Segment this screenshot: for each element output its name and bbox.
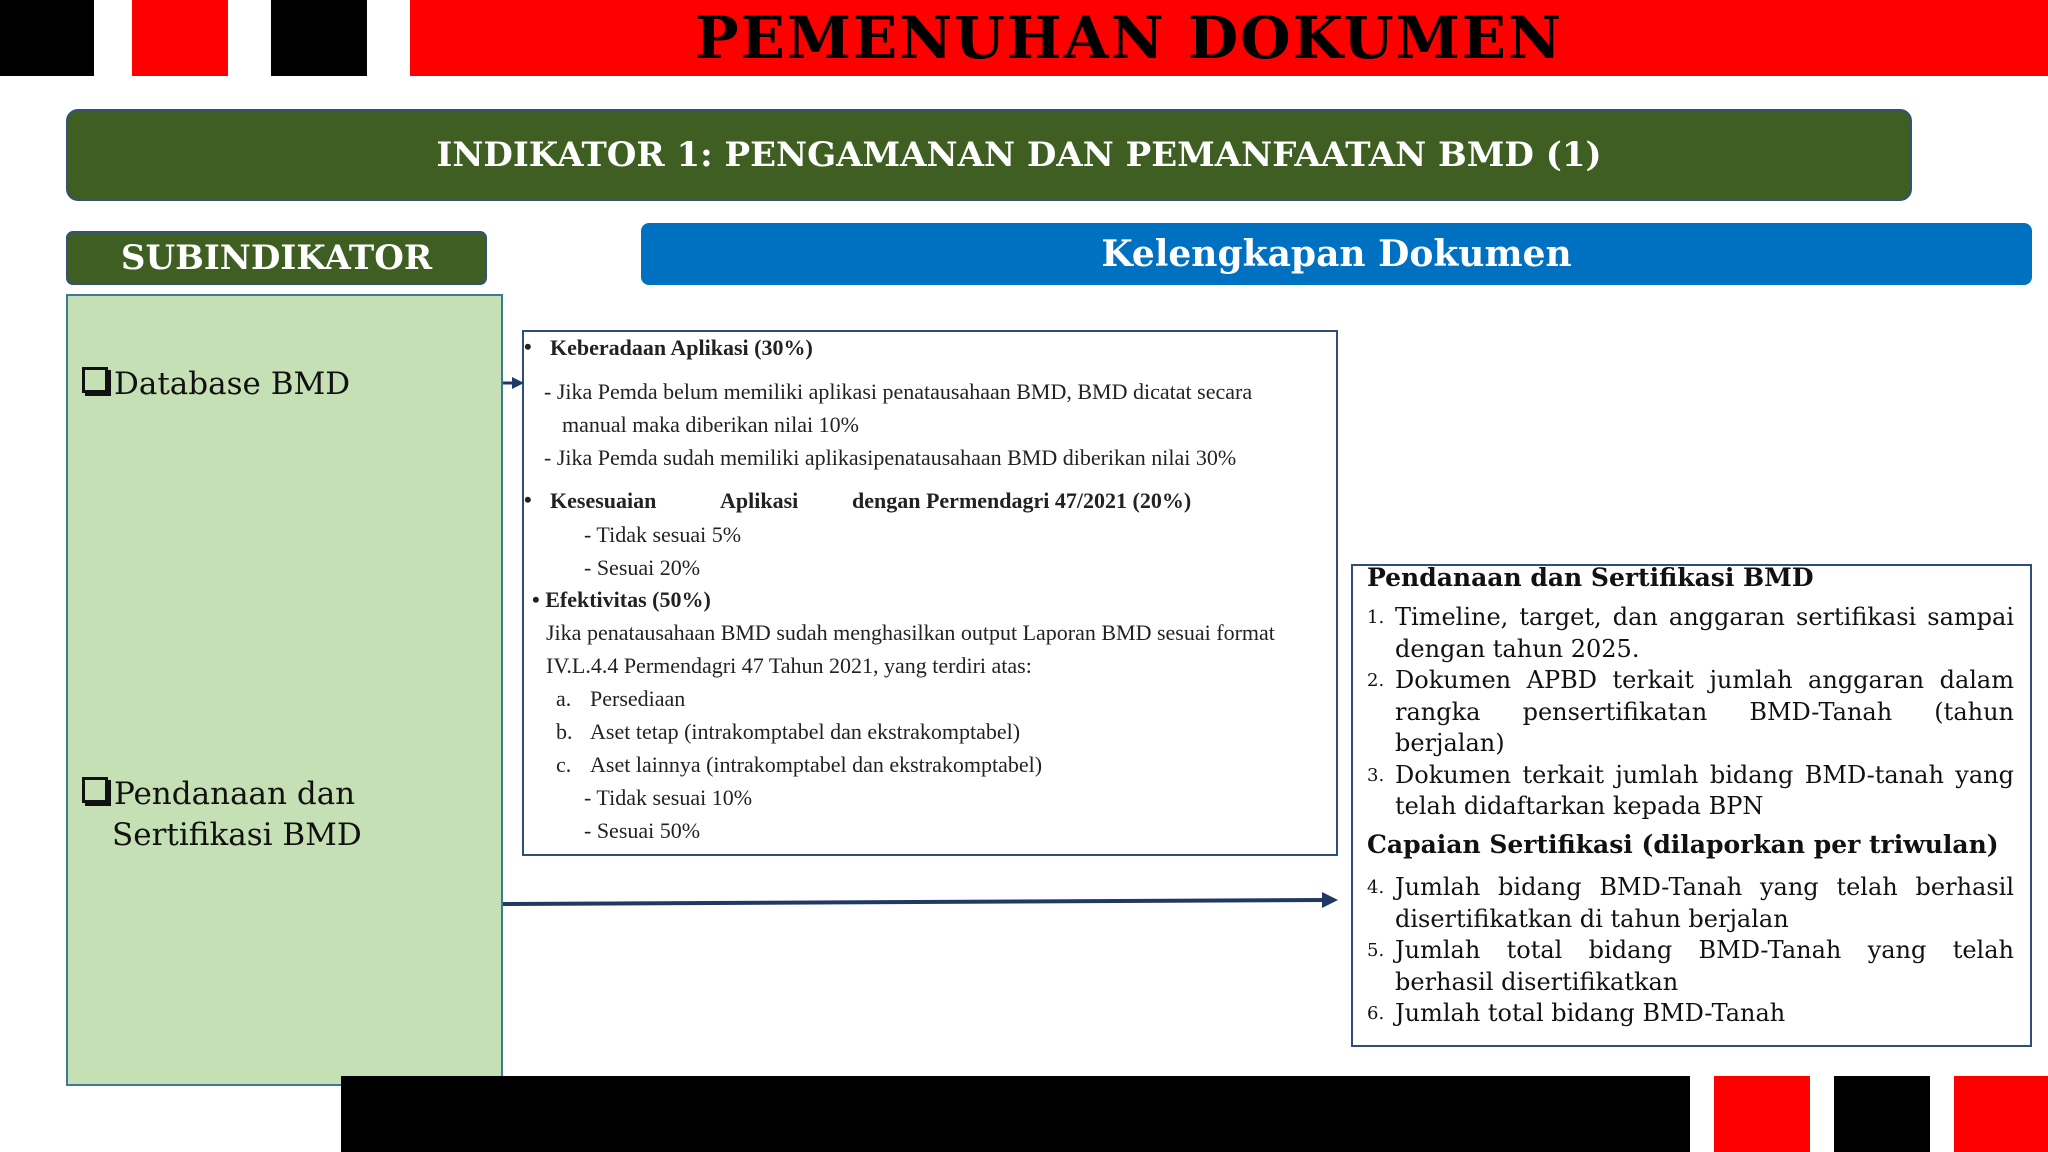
criteria-kesesuaian-t3: dengan Permendagri 47/2021 (20%) bbox=[852, 488, 1192, 513]
criteria-item-marker: b. bbox=[556, 719, 573, 744]
criteria-item-aset-tetap: Aset tetap (intrakomptabel dan ekstrakomptabel) bbox=[590, 719, 1021, 744]
list-item-number: 3. bbox=[1367, 764, 1385, 786]
criteria-kesesuaian-t1: Kesesuaian bbox=[550, 488, 657, 513]
list-item-number: 6. bbox=[1367, 1003, 1385, 1024]
sub-item-database-label: Database BMD bbox=[114, 366, 351, 402]
list-item-number: 5. bbox=[1367, 940, 1385, 961]
criteria-keberadaan-line2: manual maka diberikan nilai 10% bbox=[562, 412, 859, 437]
bullet-icon: • bbox=[524, 334, 532, 359]
criteria-efektivitas-p1: Jika penatausahaan BMD sudah menghasilkan output Laporan BMD sesuai format bbox=[546, 620, 1275, 645]
page-title: PEMENUHAN DOKUMEN bbox=[694, 4, 1563, 72]
list-item-text: Jumlah bidang BMD-Tanah yang telah berhasil disertifikatkan di tahun berjalan bbox=[1395, 873, 2014, 933]
arrow-pendanaan bbox=[503, 892, 1338, 908]
criteria-item-marker: a. bbox=[556, 686, 572, 711]
criteria-efektivitas-opt2: - Sesuai 50% bbox=[584, 818, 701, 843]
criteria-kesesuaian-opt1: - Tidak sesuai 5% bbox=[584, 522, 742, 547]
list-item-text: Dokumen APBD terkait jumlah anggaran dalam rangka pensertifikatan BMD-Tanah (tahun berjalan) bbox=[1395, 666, 2014, 757]
criteria-item-aset-lainnya: Aset lainnya (intrakomptabel dan ekstrakomptabel) bbox=[590, 752, 1043, 777]
criteria-item-persediaan: Persediaan bbox=[590, 686, 686, 711]
list-item-number: 2. bbox=[1367, 670, 1385, 691]
list-item-text: Dokumen terkait jumlah bidang BMD-tanah yang telah didaftarkan kepada BPN bbox=[1395, 760, 2014, 820]
decor-block-red-3 bbox=[1954, 1076, 2048, 1152]
decor-block-black-3 bbox=[1834, 1076, 1930, 1152]
criteria-keberadaan-line1: - Jika Pemda belum memiliki aplikasi penatausahaan BMD, BMD dicatat secara bbox=[544, 379, 1253, 404]
sub-item-pendanaan-line2: Sertifikasi BMD bbox=[112, 817, 362, 853]
list-item-text: Jumlah total bidang BMD-Tanah yang telah berhasil disertifikatkan bbox=[1395, 936, 2014, 996]
criteria-efektivitas-p2: IV.L.4.4 Permendagri 47 Tahun 2021, yang terdiri atas: bbox=[546, 653, 1032, 678]
kelengkapan-label: Kelengkapan Dokumen bbox=[1101, 233, 1572, 275]
criteria-efektivitas-title: • Efektivitas (50%) bbox=[532, 587, 711, 612]
list-item-text: Timeline, target, dan anggaran sertifikasi sampai dengan tahun 2025. bbox=[1395, 603, 2014, 663]
bullet-icon: • bbox=[524, 487, 532, 512]
list-item-text: Jumlah total bidang BMD-Tanah bbox=[1395, 999, 1786, 1027]
arrow-database bbox=[503, 377, 524, 389]
list-item-number: 4. bbox=[1367, 877, 1385, 898]
capaian-title: Capaian Sertifikasi (dilaporkan per triwulan) bbox=[1367, 830, 1999, 859]
subindikator-label: SUBINDIKATOR bbox=[120, 238, 433, 278]
sub-item-pendanaan-line1: Pendanaan dan bbox=[114, 776, 356, 812]
decor-bar-bottom bbox=[341, 1076, 1690, 1152]
funding-title: Pendanaan dan Sertifikasi BMD bbox=[1367, 563, 1814, 592]
indicator-title: INDIKATOR 1: PENGAMANAN DAN PEMANFAATAN BMD (1) bbox=[436, 135, 1602, 175]
criteria-keberadaan-title: Keberadaan Aplikasi (30%) bbox=[550, 335, 813, 360]
criteria-kesesuaian-t2: Aplikasi bbox=[720, 488, 799, 513]
criteria-keberadaan-line3: - Jika Pemda sudah memiliki aplikasipenatausahaan BMD diberikan nilai 30% bbox=[544, 445, 1237, 470]
criteria-kesesuaian-opt2: - Sesuai 20% bbox=[584, 555, 701, 580]
criteria-efektivitas-opt1: - Tidak sesuai 10% bbox=[584, 785, 753, 810]
list-item-number: 1. bbox=[1367, 607, 1385, 628]
decor-block-red-2 bbox=[1714, 1076, 1810, 1152]
criteria-item-marker: c. bbox=[556, 752, 572, 777]
